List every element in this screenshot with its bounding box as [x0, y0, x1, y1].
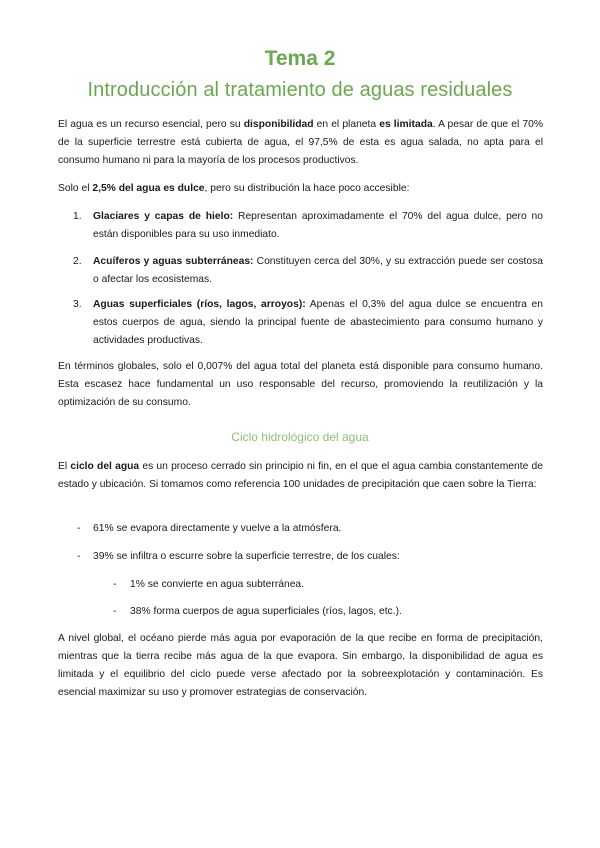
- text-run: Constituyen cerca del 30%, y su extracción puede ser costosa o afectar los ecosistemas.: [93, 256, 544, 285]
- text-run: es un proceso cerrado sin principio ni fin, en el que el agua cambia constantemente de estado y ubicación. Si tomamos como referencia 100 unidades de precipitación que caen sobre la Tierra:: [58, 461, 543, 490]
- text-run: , pero su distribución la hace poco accesible:: [204, 183, 410, 194]
- list-text: [93, 253, 543, 289]
- list-number: 3.: [73, 299, 82, 310]
- list-text: 39% se infiltra o escurre sobre la superficie terrestre, de los cuales:: [93, 551, 400, 562]
- freshwater-paragraph: [58, 180, 543, 198]
- text-run: El: [58, 461, 71, 472]
- dash-bullet: -: [77, 551, 81, 562]
- list-bold: Glaciares y capas de hielo:: [93, 211, 234, 222]
- dash-bullet: -: [113, 579, 117, 590]
- list-text: 1% se convierte en agua subterránea.: [130, 579, 305, 590]
- page-subtitle: Introducción al tratamiento de aguas residuales: [87, 79, 513, 101]
- list-bold: Aguas superficiales (ríos, lagos, arroyos):: [93, 299, 306, 310]
- text-run: . A pesar de que el 70% de la superficie terrestre está cubierta de agua, el 97,5% de esta es agua salada, no apta para el consumo humano ni para la mayoría de los procesos productivos.: [58, 119, 543, 166]
- list-number: 2.: [73, 256, 82, 267]
- bold-agua-dulce: 2,5% del agua es dulce: [92, 183, 205, 194]
- list-text: [93, 208, 543, 244]
- text-run: Solo el: [58, 183, 93, 194]
- dash-bullet: -: [113, 606, 117, 617]
- bold-ciclo: ciclo del agua: [70, 461, 140, 472]
- closing-paragraph: A nivel global, el océano pierde más agua por evaporación de la que recibe en forma de precipitación, mientras que la tierra recibe más agua de la que evapora. Sin embargo, la disponibilidad de agua es limitada y el equilibrio del ciclo puede verse afectado por la sobreexplotación y contaminación. Es esencial maximizar su uso y promover estrategias de conservación.: [58, 633, 543, 698]
- section-heading: Ciclo hidrológico del agua: [231, 430, 369, 444]
- list-text: [93, 296, 543, 350]
- text-run: en el planeta: [313, 119, 380, 130]
- bold-es-limitada: es limitada: [379, 119, 433, 130]
- intro-paragraph: [58, 116, 543, 170]
- cycle-paragraph: [58, 458, 543, 494]
- list-text: 61% se evapora directamente y vuelve a la atmósfera.: [93, 523, 342, 534]
- global-paragraph: En términos globales, solo el 0,007% del agua total del planeta está disponible para consumo humano. Esta escasez hace fundamental un uso responsable del recurso, promoviendo la reutilización y la optimización de su consumo.: [58, 361, 543, 408]
- list-text: 38% forma cuerpos de agua superficiales (ríos, lagos, etc.).: [130, 606, 402, 617]
- list-bold: Acuíferos y aguas subterráneas:: [93, 256, 254, 267]
- dash-bullet: -: [77, 523, 81, 534]
- text-run: El agua es un recurso esencial, pero su: [58, 119, 244, 130]
- list-number: 1.: [73, 211, 82, 222]
- text-run: Apenas el 0,3% del agua dulce se encuentra en estos cuerpos de agua, siendo la principal fuente de abastecimiento para consumo humano y actividades productivas.: [93, 299, 543, 346]
- bold-disponibilidad: disponibilidad: [243, 119, 314, 130]
- text-run: Representan aproximadamente el 70% del agua dulce, pero no están disponibles para su uso inmediato.: [93, 211, 543, 240]
- page-title: Tema 2: [264, 47, 336, 70]
